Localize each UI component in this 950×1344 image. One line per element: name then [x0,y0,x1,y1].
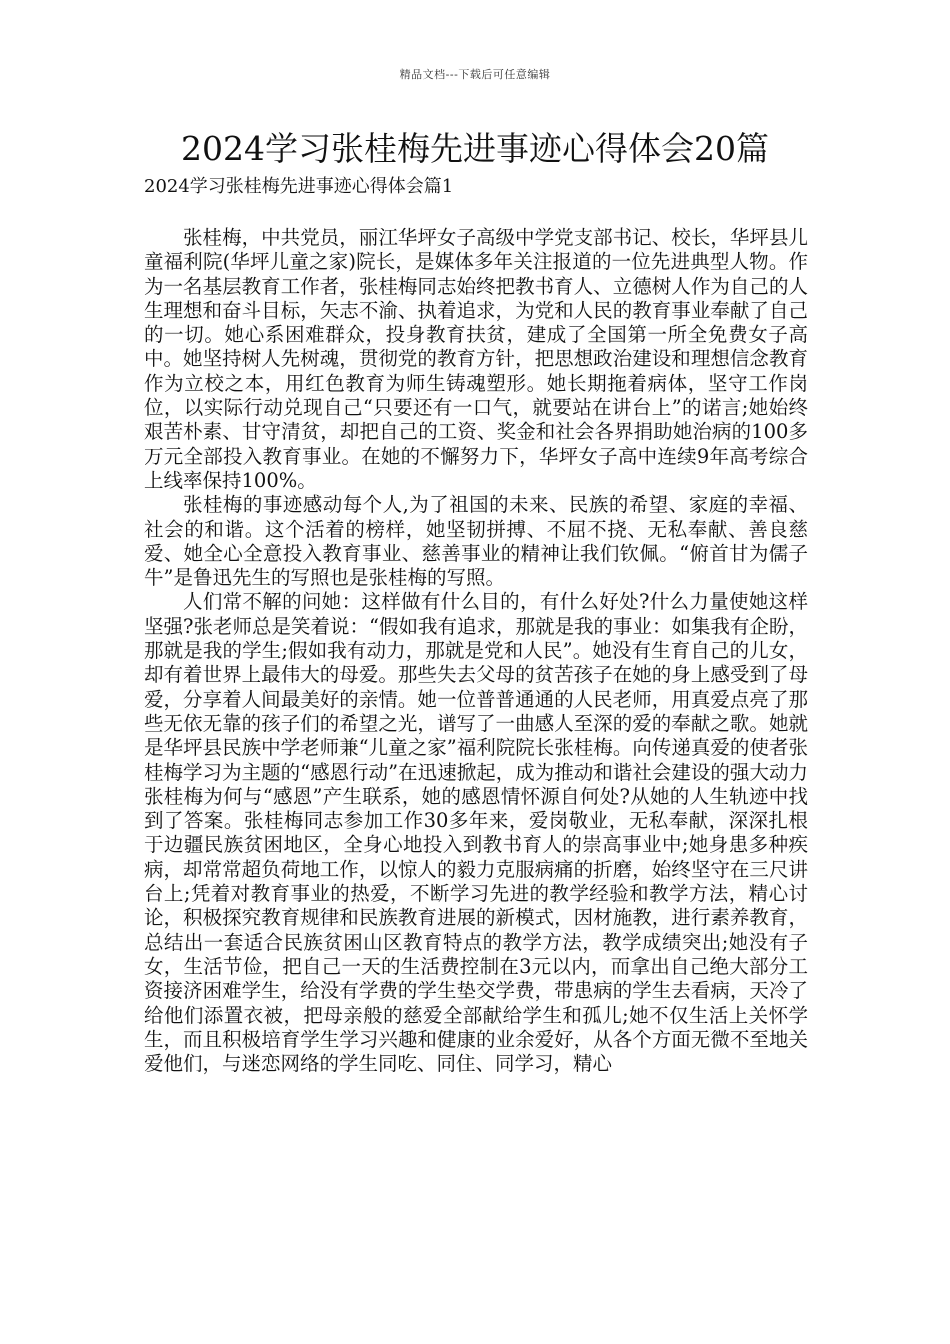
paragraph: 张桂梅，中共党员，丽江华坪女子高级中学党支部书记、校长，华坪县儿童福利院(华坪儿童之家)院长，是媒体多年关注报道的一位先进典型人物。作为一名基层教育工作者，张桂梅同志始终把教书育人、立德树人作为自己的人生理想和奋斗目标，矢志不渝、执着追求，为党和人民的教育事业奉献了自己的一切。她心系困难群众，投身教育扶贫，建成了全国第一所全免费女子高中。她坚持树人先树魂，贯彻党的教育方针，把思想政治建设和理想信念教育作为立校之本，用红色教育为师生铸魂塑形。她长期拖着病体，坚守工作岗位，以实际行动兑现自己“只要还有一口气，就要站在讲台上”的诺言;她始终艰苦朴素、甘守清贫，却把自己的工资、奖金和社会各界捐助她治病的100多万元全部投入教育事业。在她的不懈努力下，华坪女子高中连续9年高考综合上线率保持100%。 [144,226,808,492]
header-note: 精品文档---下载后可任意编辑 [399,68,551,81]
article-body [144,226,808,1076]
paragraph: 张桂梅的事迹感动每个人,为了祖国的未来、民族的希望、家庭的幸福、社会的和谐。这个活着的榜样，她坚韧拼搏、不屈不挠、无私奉献、善良慈爱、她全心全意投入教育事业、慈善事业的精神让我们钦佩。“俯首甘为儒子牛”是鲁迅先生的写照也是张桂梅的写照。 [144,493,808,590]
document-title: 2024学习张桂梅先进事迹心得体会20篇 [181,129,769,168]
paragraph: 人们常不解的问她：这样做有什么目的，有什么好处?什么力量使她这样坚强?张老师总是笑着说：“假如我有追求，那就是我的事业：如集我有企盼，那就是我的学生;假如我有动力，那就是党和人民”。她没有生育自己的儿女，却有着世界上最伟大的母爱。那些失去父母的贫苦孩子在她的身上感受到了母爱，分享着人间最美好的亲情。她一位普普通通的人民老师，用真爱点亮了那些无依无靠的孩子们的希望之光，谱写了一曲感人至深的爱的奉献之歌。她就是华坪县民族中学老师兼“儿童之家”福利院院长张桂梅。向传递真爱的使者张桂梅学习为主题的“感恩行动”在迅速掀起，成为推动和谐社会建设的强大动力张桂梅为何与“感恩”产生联系，她的感恩情怀源自何处?从她的人生轨迹中找到了答案。张桂梅同志参加工作30多年来，爱岗敬业，无私奉献，深深扎根于边疆民族贫困地区，全身心地投入到教书育人的崇高事业中;她身患多种疾病，却常常超负荷地工作，以惊人的毅力克服病痛的折磨，始终坚守在三尺讲台上;凭着对教育事业的热爱，不断学习先进的教学经验和教学方法，精心讨论，积极探究教育规律和民族教育进展的新模式，因材施教，进行素养教育，总结出一套适合民族贫困山区教育特点的教学方法，教学成绩突出;她没有子女，生活节俭，把自己一天的生活费控制在3元以内，而拿出自己绝大部分工资接济困难学生，给没有学费的学生垫交学费，带患病的学生去看病，天冷了给他们添置衣被，把母亲般的慈爱全部献给学生和孤儿;她不仅生活上关怀学生，而且积极培育学生学习兴趣和健康的业余爱好，从各个方面无微不至地关爱他们，与迷恋网络的学生同吃、同住、同学习，精心 [144,590,808,1076]
section-title: 2024学习张桂梅先进事迹心得体会篇1 [144,176,454,197]
